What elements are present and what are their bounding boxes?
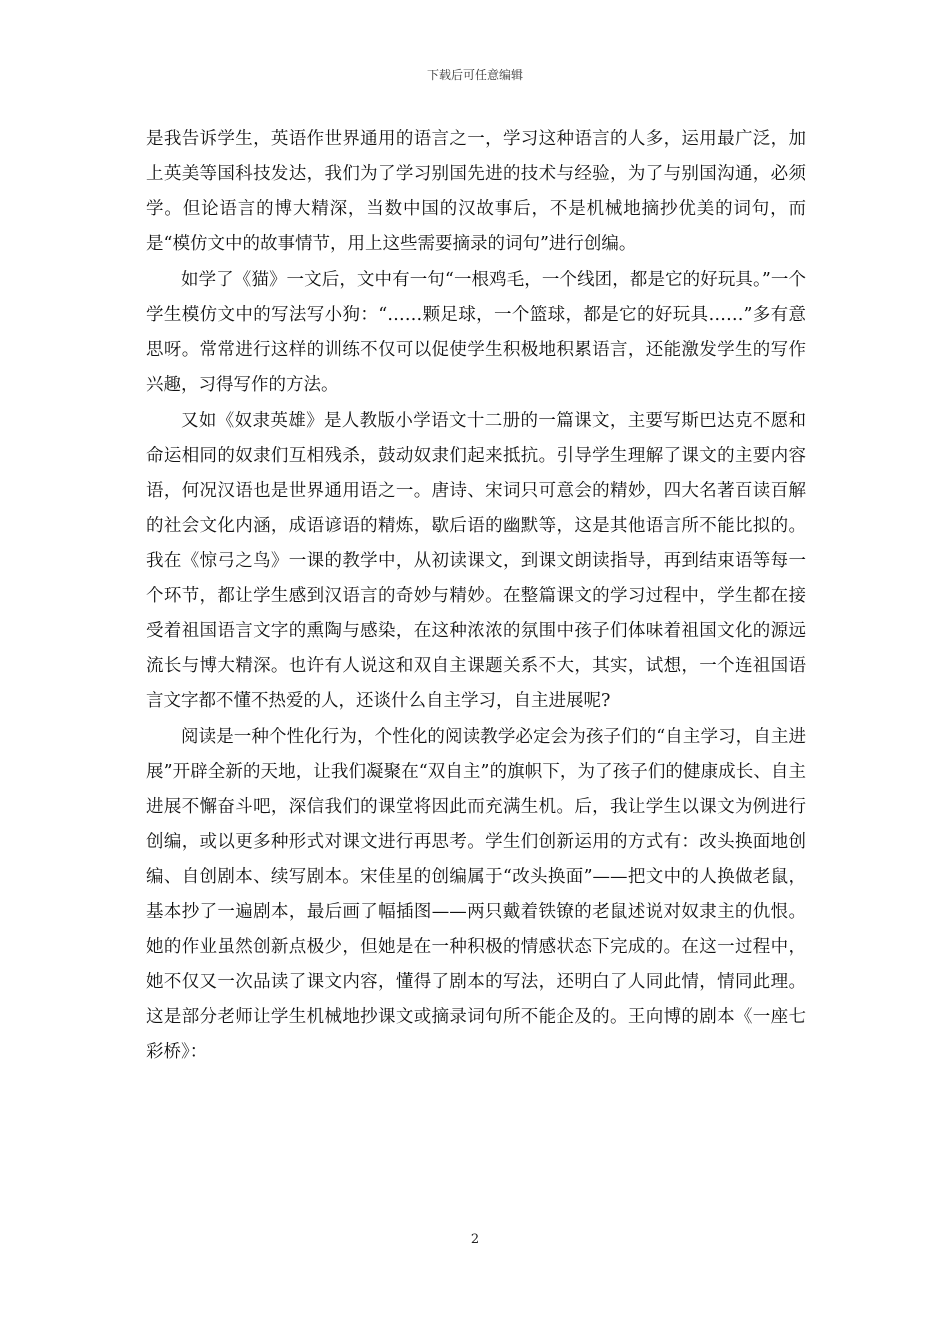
paragraph-continued: 是我告诉学生，英语作世界通用的语言之一，学习这种语言的人多，运用最广泛，加上英美等国科技发达，我们为了学习别国先进的技术与经验，为了与别国沟通，必须学。但论语言的博大精深，当数中国的汉故事后，不是机械地摘抄优美的词句，而是“模仿文中的故事情节，用上这些需要摘录的词句”进行创编。 bbox=[146, 129, 806, 254]
page-number: 2 bbox=[470, 1232, 480, 1247]
document-body bbox=[146, 122, 806, 1071]
paragraph: 又如《奴隶英雄》是人教版小学语文十二册的一篇课文，主要写斯巴达克不愿和命运相同的奴隶们互相残杀，鼓动奴隶们起来抵抗。引导学生理解了课文的主要内容语，何况汉语也是世界通用语之一。唐诗、宋词只可意会的精妙，四大名著百读百解的社会文化内涵，成语谚语的精炼，歇后语的幽默等，这是其他语言所不能比拟的。我在《惊弓之鸟》一课的教学中，从初读课文，到课文朗读指导，再到结束语等每一个环节，都让学生感到汉语言的奇妙与精妙。在整篇课文的学习过程中，学生都在接受着祖国语言文字的熏陶与感染，在这种浓浓的氛围中孩子们体味着祖国文化的源远流长与博大精深。也许有人说这和双自主课题关系不大，其实，试想，一个连祖国语言文字都不懂不热爱的人，还谈什么自主学习，自主进展呢? bbox=[146, 411, 806, 711]
paragraph: 如学了《猫》一文后，文中有一句“一根鸡毛，一个线团，都是它的好玩具。”一个学生模仿文中的写法写小狗：“……颗足球，一个篮球，都是它的好玩具……”多有意思呀。常常进行这样的训练不仅可以促使学生积极地积累语言，还能激发学生的写作兴趣，习得写作的方法。 bbox=[146, 270, 806, 395]
paragraph: 阅读是一种个性化行为，个性化的阅读教学必定会为孩子们的“自主学习，自主进展”开辟全新的天地，让我们凝聚在“双自主”的旗帜下，为了孩子们的健康成长、自主进展不懈奋斗吧，深信我们的课堂将因此而充满生机。后，我让学生以课文为例进行创编，或以更多种形式对课文进行再思考。学生们创新运用的方式有：改头换面地创编、自创剧本、续写剧本。宋佳星的创编属于“改头换面”——把文中的人换做老鼠，基本抄了一遍剧本，最后画了幅插图——两只戴着铁镣的老鼠述说对奴隶主的仇恨。她的作业虽然创新点极少，但她是在一种积极的情感状态下完成的。在这一过程中，她不仅又一次品读了课文内容，懂得了剧本的写法，还明白了人同此情，情同此理。这是部分老师让学生机械地抄课文或摘录词句所不能企及的。王向博的剧本《一座七彩桥》： bbox=[146, 727, 806, 1062]
header-note: 下载后可任意编辑 bbox=[426, 68, 523, 82]
